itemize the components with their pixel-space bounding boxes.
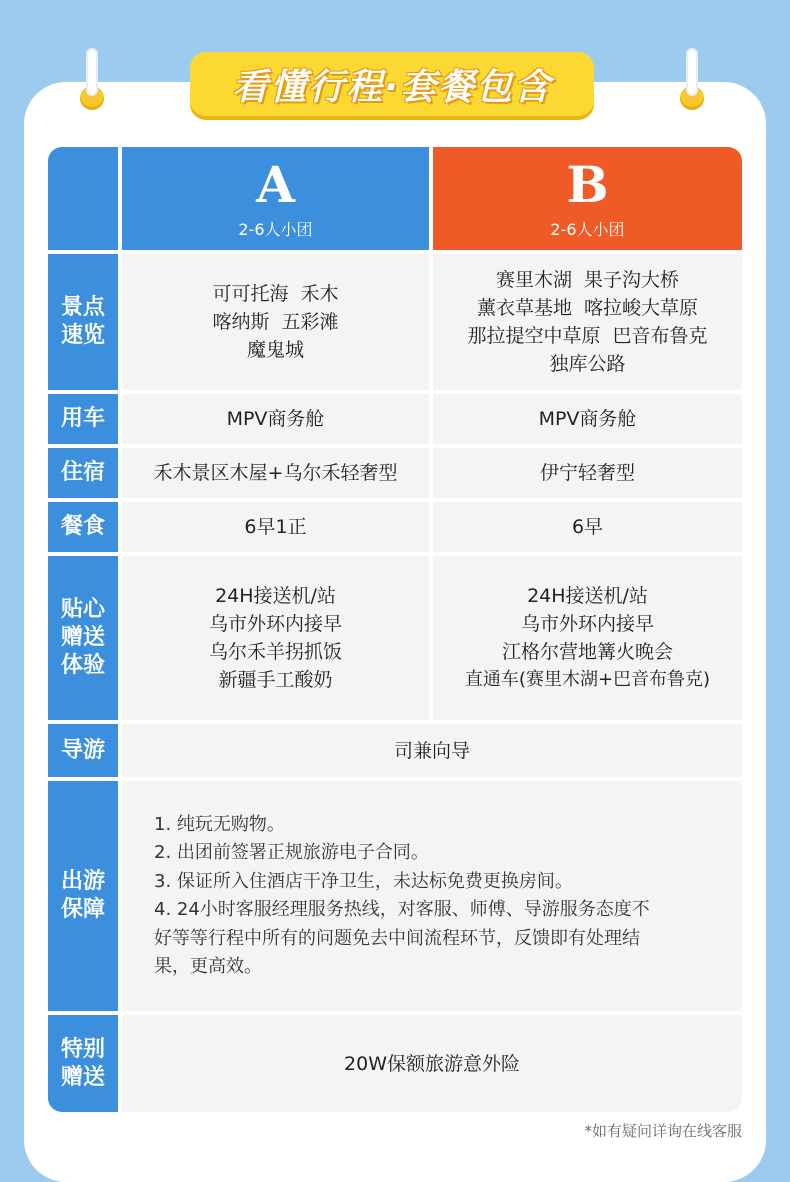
guarantee-line: 3. 保证所入住酒店干净卫生，未达标免费更换房间。 — [154, 870, 573, 892]
gifts-a-line: 乌市外环内接早 — [208, 613, 342, 635]
gifts-b-line: 乌市外环内接早 — [520, 613, 654, 635]
guarantee-text — [154, 811, 650, 982]
row-label-line: 特别 — [60, 1036, 105, 1062]
meals-a — [122, 502, 429, 552]
row-label-guarantee — [48, 781, 118, 1011]
guarantee-line: 果，更高效。 — [154, 956, 262, 977]
row-label-lodging — [48, 448, 118, 498]
gifts-a-line: 24H接送机/站 — [215, 585, 336, 607]
vehicle-b — [433, 394, 742, 444]
row-label-line: 景点 — [60, 295, 105, 320]
footnote: *如有疑问详询在线客服 — [584, 1122, 742, 1140]
row-label-guide — [48, 724, 118, 777]
scenic-b-line: 赛里木湖 果子沟大桥 — [495, 269, 680, 291]
guarantee-line: 1. 纯玩无购物。 — [154, 813, 285, 835]
lodging-a-text: 禾木景区木屋+乌尔禾轻奢型 — [153, 462, 398, 484]
row-label-line: 用车 — [60, 406, 105, 431]
binder-ring-left — [80, 48, 104, 110]
row-label-line: 体验 — [60, 653, 105, 678]
gifts-a-line: 新疆手工酸奶 — [218, 669, 333, 691]
gifts-b-line: 江格尔营地篝火晚会 — [501, 641, 673, 663]
scenic-a-line: 可可托海 禾木 — [212, 283, 339, 305]
guarantee-list — [122, 781, 742, 1011]
scenic-a-line: 魔鬼城 — [246, 339, 304, 361]
guide-value — [122, 724, 742, 777]
guarantee-line: 4. 24小时客服经理服务热线，对客服、师傅、导游服务态度不 — [154, 899, 650, 920]
guarantee-line: 好等等行程中所有的问题免去中间流程环节，反馈即有处理结 — [154, 927, 640, 949]
package-a-group: 2-6人小团 — [238, 220, 313, 239]
meals-b-text: 6早 — [571, 516, 604, 538]
lodging-a — [122, 448, 429, 498]
ring-stem — [686, 48, 698, 96]
vehicle-a — [122, 394, 429, 444]
scenic-b-line: 薰衣草基地 喀拉峻大草原 — [476, 297, 699, 319]
row-label-gifts — [48, 556, 118, 720]
title-badge — [190, 52, 594, 116]
gifts-a — [122, 556, 429, 720]
gifts-b-line: 直通车(赛里木湖+巴音布鲁克) — [464, 669, 711, 690]
header-corner — [48, 147, 118, 250]
row-label-vehicle — [48, 394, 118, 444]
vehicle-a-text: MPV商务舱 — [226, 408, 325, 430]
scenic-b-line: 独库公路 — [549, 353, 626, 375]
package-b-header — [433, 147, 742, 250]
row-label-line: 赠送 — [60, 625, 105, 650]
page-title: 看懂行程·套餐包含 — [232, 66, 552, 108]
vehicle-b-text: MPV商务舱 — [538, 408, 637, 430]
row-label-line: 速览 — [60, 323, 105, 348]
scenic-b-line: 那拉提空中草原 巴音布鲁克 — [467, 325, 708, 347]
package-a-letter: A — [256, 155, 295, 214]
binder-ring-right — [680, 48, 704, 110]
lodging-b-text: 伊宁轻奢型 — [539, 462, 635, 484]
gifts-b-line: 24H接送机/站 — [527, 585, 648, 607]
meals-b — [433, 502, 742, 552]
row-label-line: 导游 — [60, 737, 105, 763]
ring-stem — [86, 48, 98, 96]
scenic-b — [433, 254, 742, 390]
special-text: 20W保额旅游意外险 — [344, 1052, 520, 1075]
row-label-line: 保障 — [60, 897, 105, 922]
gifts-a-line: 乌尔禾羊拐抓饭 — [208, 641, 342, 663]
package-b-letter: B — [566, 155, 609, 214]
meals-a-text: 6早1正 — [244, 516, 307, 538]
row-label-line: 赠送 — [60, 1064, 105, 1090]
row-label-meals — [48, 502, 118, 552]
scenic-a — [122, 254, 429, 390]
row-label-scenic — [48, 254, 118, 390]
row-label-line: 住宿 — [60, 460, 105, 485]
package-a-header — [122, 147, 429, 250]
guide-text: 司兼向导 — [393, 739, 470, 762]
scenic-a-line: 喀纳斯 五彩滩 — [212, 311, 339, 333]
row-label-line: 贴心 — [60, 597, 105, 622]
row-label-line: 餐食 — [60, 514, 105, 539]
lodging-b — [433, 448, 742, 498]
special-value — [122, 1015, 742, 1112]
row-label-special — [48, 1015, 118, 1112]
package-b-group: 2-6人小团 — [550, 220, 625, 239]
guarantee-line: 2. 出团前签署正规旅游电子合同。 — [154, 842, 429, 863]
gifts-b — [433, 556, 742, 720]
row-label-line: 出游 — [60, 869, 105, 894]
